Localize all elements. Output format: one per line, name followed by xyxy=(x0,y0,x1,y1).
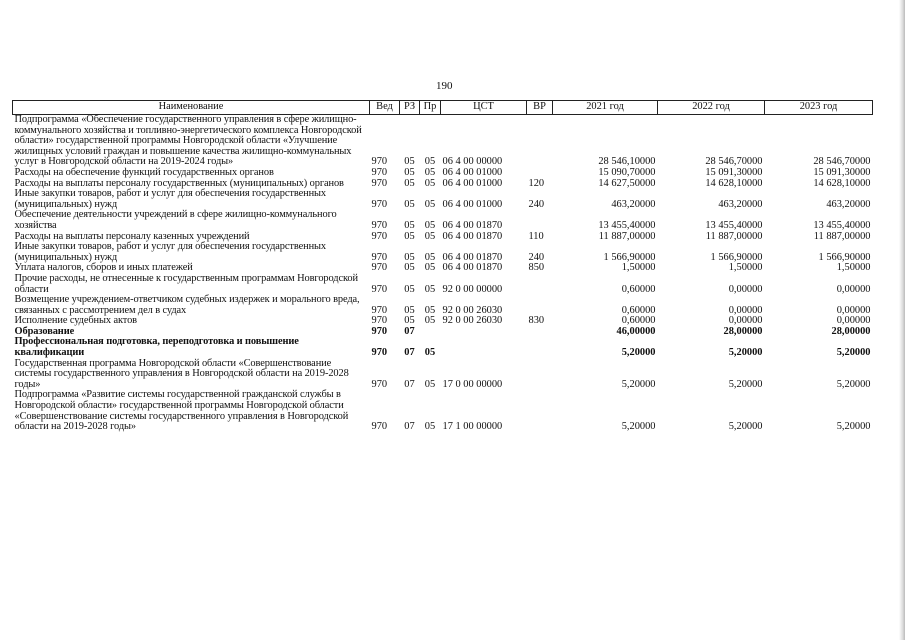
cell-cst: 06 4 00 01000 xyxy=(442,198,503,210)
table-row xyxy=(13,242,873,263)
cell-y2023: 28,00000 xyxy=(831,325,871,337)
cell-y2023: 14 628,10000 xyxy=(813,177,871,189)
cell-ved: 970 xyxy=(371,304,388,316)
cell-y2023: 0,00000 xyxy=(836,304,871,316)
cell-pr: 05 xyxy=(424,156,436,168)
cell-y2022: 5,20000 xyxy=(728,378,763,390)
cell-ved: 970 xyxy=(371,177,388,189)
cell-ved: 970 xyxy=(371,325,388,337)
cell-vr xyxy=(527,390,553,432)
cell-cst: 17 1 00 00000 xyxy=(442,421,503,433)
cell-y2023: 1 566,90000 xyxy=(818,251,871,263)
cell-cst: 06 4 00 01870 xyxy=(442,251,503,263)
cell-pr: 05 xyxy=(424,166,436,178)
cell-y2021: 1 566,90000 xyxy=(603,251,656,263)
cell-pr: 05 xyxy=(424,177,436,189)
cell-y2023: 5,20000 xyxy=(836,421,871,433)
cell-cst xyxy=(441,327,527,338)
cell-vr: 110 xyxy=(528,230,544,242)
table-row xyxy=(13,295,873,316)
cell-y2021: 5,20000 xyxy=(621,347,656,359)
cell-vr: 120 xyxy=(528,177,545,189)
cell-y2022: 13 455,40000 xyxy=(705,219,763,231)
cell-name: Иные закупки товаров, работ и услуг для обеспечения государственных (муниципальных) нужд xyxy=(14,188,327,210)
cell-ved: 970 xyxy=(371,347,388,359)
scan-edge xyxy=(899,0,905,640)
cell-rz: 05 xyxy=(404,283,415,295)
cell-name: Уплата налогов, сборов и иных платежей xyxy=(14,262,193,274)
cell-vr: 240 xyxy=(528,251,545,263)
cell-y2022: 28 546,70000 xyxy=(705,156,763,168)
cell-pr: 05 xyxy=(424,198,436,210)
cell-ved: 970 xyxy=(371,262,388,274)
cell-rz: 05 xyxy=(404,304,415,316)
cell-y2022: 0,00000 xyxy=(728,283,763,295)
cell-name: Исполнение судебных актов xyxy=(14,315,137,327)
table-row xyxy=(13,210,873,231)
page-number: 190 xyxy=(436,80,453,92)
cell-y2021: 1,50000 xyxy=(621,262,656,274)
cell-rz: 05 xyxy=(404,230,415,242)
cell-cst: 92 0 00 26030 xyxy=(442,304,503,316)
col-header-cst: ЦСТ xyxy=(441,101,527,115)
cell-ved: 970 xyxy=(371,421,388,433)
cell-rz: 05 xyxy=(404,156,415,168)
cell-name: Подпрограмма «Развитие системы государственной гражданской службы в Новгородской области» государственной программы Новгородской области «Совершенствование системы государственного управления в Новгородской области на 2019-2028 годы» xyxy=(14,389,349,433)
cell-rz: 07 xyxy=(404,325,415,337)
cell-y2021: 463,20000 xyxy=(611,198,656,210)
cell-y2023: 0,00000 xyxy=(836,283,871,295)
cell-rz: 05 xyxy=(404,315,415,327)
cell-cst: 17 0 00 00000 xyxy=(442,378,503,390)
header-row xyxy=(13,101,873,115)
cell-y2021: 46,00000 xyxy=(616,325,656,337)
cell-rz: 07 xyxy=(404,421,415,433)
budget-table xyxy=(12,100,873,433)
cell-ved: 970 xyxy=(371,283,388,295)
cell-vr xyxy=(527,274,553,295)
cell-y2022: 11 887,00000 xyxy=(705,230,763,242)
cell-ved: 970 xyxy=(371,230,388,242)
cell-pr: 05 xyxy=(424,230,436,242)
col-header-2023: 2023 год xyxy=(765,101,873,115)
cell-cst: 06 4 00 01870 xyxy=(442,219,503,231)
cell-ved: 970 xyxy=(371,219,388,231)
cell-ved: 970 xyxy=(371,315,388,327)
col-header-rz: РЗ xyxy=(400,101,420,115)
cell-vr xyxy=(527,210,553,231)
cell-rz: 05 xyxy=(404,166,415,178)
cell-pr: 05 xyxy=(424,251,436,263)
cell-y2021: 11 887,00000 xyxy=(598,230,656,242)
cell-ved: 970 xyxy=(371,378,388,390)
cell-ved: 970 xyxy=(371,156,388,168)
cell-ved: 970 xyxy=(371,166,388,178)
cell-y2021: 14 627,50000 xyxy=(598,177,656,189)
table-body xyxy=(13,115,873,433)
col-header-2021: 2021 год xyxy=(553,101,658,115)
cell-rz: 05 xyxy=(404,198,415,210)
cell-y2021: 0,60000 xyxy=(621,283,656,295)
cell-cst: 92 0 00 26030 xyxy=(442,315,503,327)
table-row xyxy=(13,390,873,432)
col-header-name: Наименование xyxy=(13,101,370,115)
cell-y2022: 1 566,90000 xyxy=(710,251,763,263)
cell-y2023: 28 546,70000 xyxy=(813,156,871,168)
cell-y2023: 463,20000 xyxy=(826,198,871,210)
cell-name: Обеспечение деятельности учреждений в сфере жилищно-коммунального хозяйства xyxy=(14,209,337,231)
cell-pr: 05 xyxy=(424,304,436,316)
cell-y2021: 13 455,40000 xyxy=(598,219,656,231)
col-header-ved: Вед xyxy=(370,101,400,115)
cell-vr: 850 xyxy=(528,262,545,274)
cell-name: Прочие расходы, не отнесенные к государственным программам Новгородской области xyxy=(14,272,358,295)
cell-cst xyxy=(441,337,527,358)
cell-vr xyxy=(527,115,553,168)
cell-y2022: 15 091,30000 xyxy=(705,166,763,178)
cell-y2022: 1,50000 xyxy=(728,262,763,274)
table-row xyxy=(13,115,873,168)
col-header-2022: 2022 год xyxy=(658,101,765,115)
cell-cst: 06 4 00 01000 xyxy=(442,166,503,178)
cell-vr xyxy=(527,359,553,391)
cell-pr: 05 xyxy=(424,219,436,231)
cell-pr: 05 xyxy=(424,347,436,359)
cell-y2023: 11 887,00000 xyxy=(813,230,871,242)
cell-y2022: 463,20000 xyxy=(718,198,763,210)
cell-rz: 05 xyxy=(404,262,415,274)
cell-vr xyxy=(527,168,553,179)
cell-rz: 05 xyxy=(404,219,415,231)
cell-y2021: 15 090,70000 xyxy=(598,166,656,178)
cell-vr: 240 xyxy=(528,198,545,210)
table-row xyxy=(13,189,873,210)
cell-y2023: 13 455,40000 xyxy=(813,219,871,231)
cell-name: Расходы на выплаты персоналу казенных учреждений xyxy=(14,230,250,242)
cell-y2021: 0,60000 xyxy=(621,315,656,327)
cell-name: Государственная программа Новгородской области «Совершенствование системы государственного управления в Новгородской области на 2019-2028 годы» xyxy=(14,357,349,390)
col-header-vr: ВР xyxy=(527,101,553,115)
cell-y2023: 15 091,30000 xyxy=(813,166,871,178)
cell-name: Расходы на обеспечение функций государственных органов xyxy=(14,166,274,178)
cell-y2023: 5,20000 xyxy=(836,347,871,359)
cell-y2022: 5,20000 xyxy=(728,421,763,433)
cell-rz: 07 xyxy=(404,378,415,390)
cell-y2021: 0,60000 xyxy=(621,304,656,316)
cell-cst: 92 0 00 00000 xyxy=(442,283,503,295)
cell-cst: 06 4 00 01870 xyxy=(442,230,503,242)
cell-pr: 05 xyxy=(424,421,436,433)
cell-y2022: 5,20000 xyxy=(728,347,763,359)
cell-y2022: 0,00000 xyxy=(728,315,763,327)
cell-name: Расходы на выплаты персоналу государственных (муниципальных) органов xyxy=(14,177,344,189)
cell-ved: 970 xyxy=(371,198,388,210)
cell-y2023: 1,50000 xyxy=(836,262,871,274)
cell-y2021: 5,20000 xyxy=(621,378,656,390)
cell-pr: 05 xyxy=(424,262,436,274)
cell-vr: 830 xyxy=(528,315,545,327)
cell-y2022: 28,00000 xyxy=(723,325,763,337)
cell-name: Образование xyxy=(14,325,75,337)
cell-vr xyxy=(527,337,553,358)
cell-pr xyxy=(420,327,441,338)
table-row xyxy=(13,359,873,391)
cell-pr: 05 xyxy=(424,315,436,327)
cell-rz: 05 xyxy=(404,177,415,189)
cell-y2023: 5,20000 xyxy=(836,378,871,390)
cell-y2021: 5,20000 xyxy=(621,421,656,433)
cell-y2023: 0,00000 xyxy=(836,315,871,327)
cell-name: Иные закупки товаров, работ и услуг для обеспечения государственных (муниципальных) нужд xyxy=(14,241,327,263)
table-row xyxy=(13,274,873,295)
col-header-pr: Пр xyxy=(420,101,441,115)
cell-pr: 05 xyxy=(424,283,436,295)
cell-cst: 06 4 00 01000 xyxy=(442,177,503,189)
cell-rz: 05 xyxy=(404,251,415,263)
cell-vr xyxy=(527,295,553,316)
cell-name: Профессиональная подготовка, переподготовка и повышение квалификации xyxy=(14,336,299,359)
table-row xyxy=(13,168,873,179)
cell-y2022: 0,00000 xyxy=(728,304,763,316)
cell-vr xyxy=(527,327,553,338)
cell-name: Возмещение учреждением-ответчиком судебных издержек и морального вреда, связанных с рассмотрением дел в судах xyxy=(14,294,360,316)
cell-ved: 970 xyxy=(371,251,388,263)
cell-y2021: 28 546,10000 xyxy=(598,156,656,168)
cell-cst: 06 4 00 00000 xyxy=(442,156,503,168)
cell-y2022: 14 628,10000 xyxy=(705,177,763,189)
cell-pr: 05 xyxy=(424,378,436,390)
table-row xyxy=(13,337,873,358)
cell-rz: 07 xyxy=(404,347,415,359)
cell-cst: 06 4 00 01870 xyxy=(442,262,503,274)
cell-name: Подпрограмма «Обеспечение государственного управления в сфере жилищно-коммунального хозяйства и топливно-энергетического комплекса Новгородской области» государственной программы Новгородской области «Улучшение жилищных условий граждан и повышение качества жилищно-коммунальных услуг в Новгородской области на 2019-2024 годы» xyxy=(14,114,362,168)
